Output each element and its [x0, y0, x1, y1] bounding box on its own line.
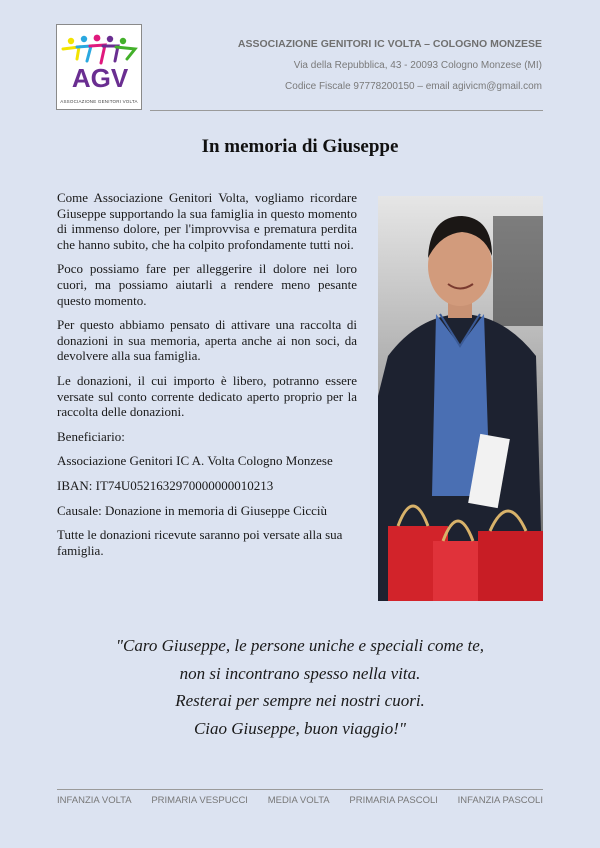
logo-mark-text: AGV [71, 63, 129, 93]
closing-note: Tutte le donazioni ricevute saranno poi versate alla sua famiglia. [57, 527, 343, 558]
header-divider [150, 110, 543, 111]
quote-line: Resterai per sempre nei nostri cuori. [175, 691, 425, 710]
organization-name: ASSOCIAZIONE GENITORI IC VOLTA – COLOGNO MONZESE [237, 38, 542, 50]
organization-address: Via della Repubblica, 43 - 20093 Cologno Monzese (MI) [293, 60, 542, 71]
quote-line: Ciao Giuseppe, buon viaggio!" [193, 718, 407, 738]
letterhead [238, 38, 542, 92]
footer-school: INFANZIA PASCOLI [457, 795, 543, 806]
page-title: In memoria di Giuseppe [201, 136, 399, 157]
footer-school: MEDIA VOLTA [267, 795, 330, 806]
iban: IBAN: IT74U0521632970000000010213 [57, 477, 274, 493]
logo-caption: ASSOCIAZIONE GENITORI VOLTA [60, 99, 138, 104]
footer-school: INFANZIA VOLTA [57, 795, 132, 806]
paragraph-support: Poco possiamo fare per alleggerire il dolore nei loro cuori, ma possiamo aiutarli a rendere meno pesante questo momento. [57, 261, 357, 308]
footer-school: PRIMARIA PASCOLI [349, 795, 438, 806]
beneficiary-name: Associazione Genitori IC A. Volta Cologno Monzese [57, 453, 333, 469]
paragraph-donations: Le donazioni, il cui importo è libero, potranno essere versate sul conto corrente dedicato aperto proprio per la raccolta delle donazioni. [57, 372, 357, 420]
footer-divider [57, 789, 543, 790]
paragraph-fundraiser: Per questo abbiamo pensato di attivare una raccolta di donazioni in sua memoria, aperta anche ai non soci, da devolvere alla sua famiglia. [57, 317, 357, 364]
memorial-quote [0, 632, 600, 742]
association-logo [56, 24, 142, 110]
memorial-photo [378, 196, 543, 601]
body-text [57, 190, 357, 567]
quote-line: "Caro Giuseppe, le persone uniche e speciali come te, [115, 636, 485, 655]
fiscal-code-email: Codice Fiscale 97778200150 – email agivicm@gmail.com [285, 81, 542, 92]
payment-reason: Causale: Donazione in memoria di Giuseppe Cicciù [57, 502, 328, 518]
footer-schools [57, 795, 543, 806]
footer-school: PRIMARIA VESPUCCI [151, 795, 248, 806]
portrait-image [378, 196, 543, 601]
beneficiary-label: Beneficiario: [57, 428, 125, 444]
paragraph-intro: Come Associazione Genitori Volta, vogliamo ricordare Giuseppe supportando la sua famiglia in questo momento di immenso dolore, per l'improvvisa e prematura perdita che hanno subito, che ha colpito profondamente tutti noi. [57, 190, 357, 252]
quote-line: non si incontrano spesso nella vita. [179, 663, 421, 683]
